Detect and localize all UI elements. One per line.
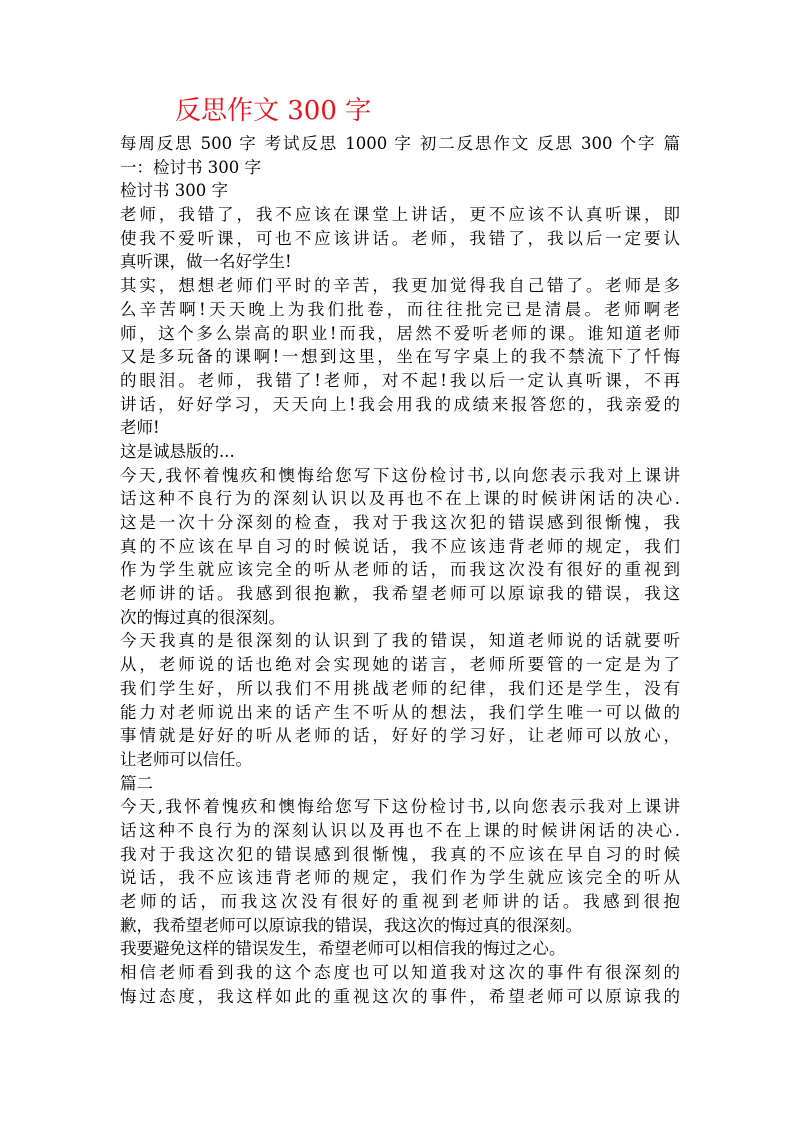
document-body bbox=[120, 132, 680, 1008]
text-line: 老师，我错了，我不应该在课堂上讲话，更不应该不认真听课，即 bbox=[120, 205, 680, 225]
text-line: 今天,我怀着愧疚和懊悔给您写下这份检讨书,以向您表示我对上课讲 bbox=[120, 465, 680, 485]
text-line: 歉，我希望老师可以原谅我的错误，我这次的悔过真的很深刻。 bbox=[120, 915, 582, 935]
text-line: 老师! bbox=[120, 418, 160, 438]
text-line: 今天我真的是很深刻的认识到了我的错误，知道老师说的话就要听 bbox=[120, 631, 680, 651]
text-line: 老师讲的话。我感到很抱歉，我希望老师可以原谅我的错误，我这 bbox=[120, 584, 680, 604]
text-line: 我对于我这次犯的错误感到很惭愧，我真的不应该在早自习的时候 bbox=[120, 844, 680, 864]
text-line: 能力对老师说出来的话产生不听从的想法，我们学生唯一可以做的 bbox=[120, 702, 680, 722]
text-line: 师，这个多么崇高的职业!而我，居然不爱听老师的课。谁知道老师 bbox=[120, 323, 680, 343]
text-line: 其实，想想老师们平时的辛苦，我更加觉得我自己错了。老师是多 bbox=[120, 276, 680, 296]
text-line: 检讨书 300 字 bbox=[120, 181, 228, 201]
text-line: 我要避免这样的错误发生，希望老师可以相信我的悔过之心。 bbox=[120, 939, 566, 959]
text-line: 每周反思 500 字 考试反思 1000 字 初二反思作文 反思 300 个字 篇 bbox=[120, 134, 680, 153]
text-line: 从，老师说的话也绝对会实现她的诺言，老师所要管的一定是为了 bbox=[120, 655, 680, 675]
text-line: 真的不应该在早自习的时候说话，我不应该违背老师的规定，我们 bbox=[120, 536, 680, 556]
text-line: 老师的话，而我这次没有很好的重视到老师讲的话。我感到很抱 bbox=[120, 892, 680, 911]
text-line: 作为学生就应该完全的听从老师的话，而我这次没有很好的重视到 bbox=[120, 560, 680, 580]
text-line: 说话，我不应该违背老师的规定，我们作为学生就应该完全的听从 bbox=[120, 868, 680, 888]
text-line: 这是诚恳版的... bbox=[120, 441, 235, 461]
text-line: 使我不爱听课，可也不应该讲话。老师，我错了，我以后一定要认 bbox=[120, 228, 680, 248]
text-line: 次的悔过真的很深刻。 bbox=[120, 607, 285, 627]
document-title: 反思作文 300 字 bbox=[175, 96, 372, 126]
text-line: 话这种不良行为的深刻认识以及再也不在上课的时候讲闲话的决心. bbox=[120, 820, 680, 840]
text-line: 讲话，好好学习，天天向上!我会用我的成绩来报答您的，我亲爱的 bbox=[120, 394, 680, 414]
text-line: 又是多玩备的课啊!一想到这里，坐在写字桌上的我不禁流下了忏悔 bbox=[120, 347, 680, 367]
text-line: 我们学生好，所以我们不用挑战老师的纪律，我们还是学生，没有 bbox=[120, 678, 680, 698]
text-line: 这是一次十分深刻的检查，我对于我这次犯的错误感到很惭愧，我 bbox=[120, 513, 680, 532]
text-line: 今天,我怀着愧疚和懊悔给您写下这份检讨书,以向您表示我对上课讲 bbox=[120, 797, 680, 817]
text-line: 篇二 bbox=[120, 773, 153, 793]
text-line: 么辛苦啊!天天晚上为我们批卷，而往往批完已是清晨。老师啊老 bbox=[120, 299, 680, 319]
text-line: 让老师可以信任。 bbox=[120, 749, 252, 769]
text-line: 一：检讨书 300 字 bbox=[120, 157, 261, 177]
text-line: 悔过态度，我这样如此的重视这次的事件，希望老师可以原谅我的 bbox=[120, 986, 680, 1006]
text-line: 的眼泪。老师，我错了!老师，对不起!我以后一定认真听课，不再 bbox=[120, 370, 680, 390]
text-line: 事情就是好好的听从老师的话，好好的学习好，让老师可以放心， bbox=[120, 726, 680, 746]
text-line: 相信老师看到我的这个态度也可以知道我对这次的事件有很深刻的 bbox=[120, 963, 680, 983]
text-line: 真听课，做一名好学生! bbox=[120, 252, 292, 272]
text-line: 话这种不良行为的深刻认识以及再也不在上课的时候讲闲话的决心. bbox=[120, 489, 680, 509]
